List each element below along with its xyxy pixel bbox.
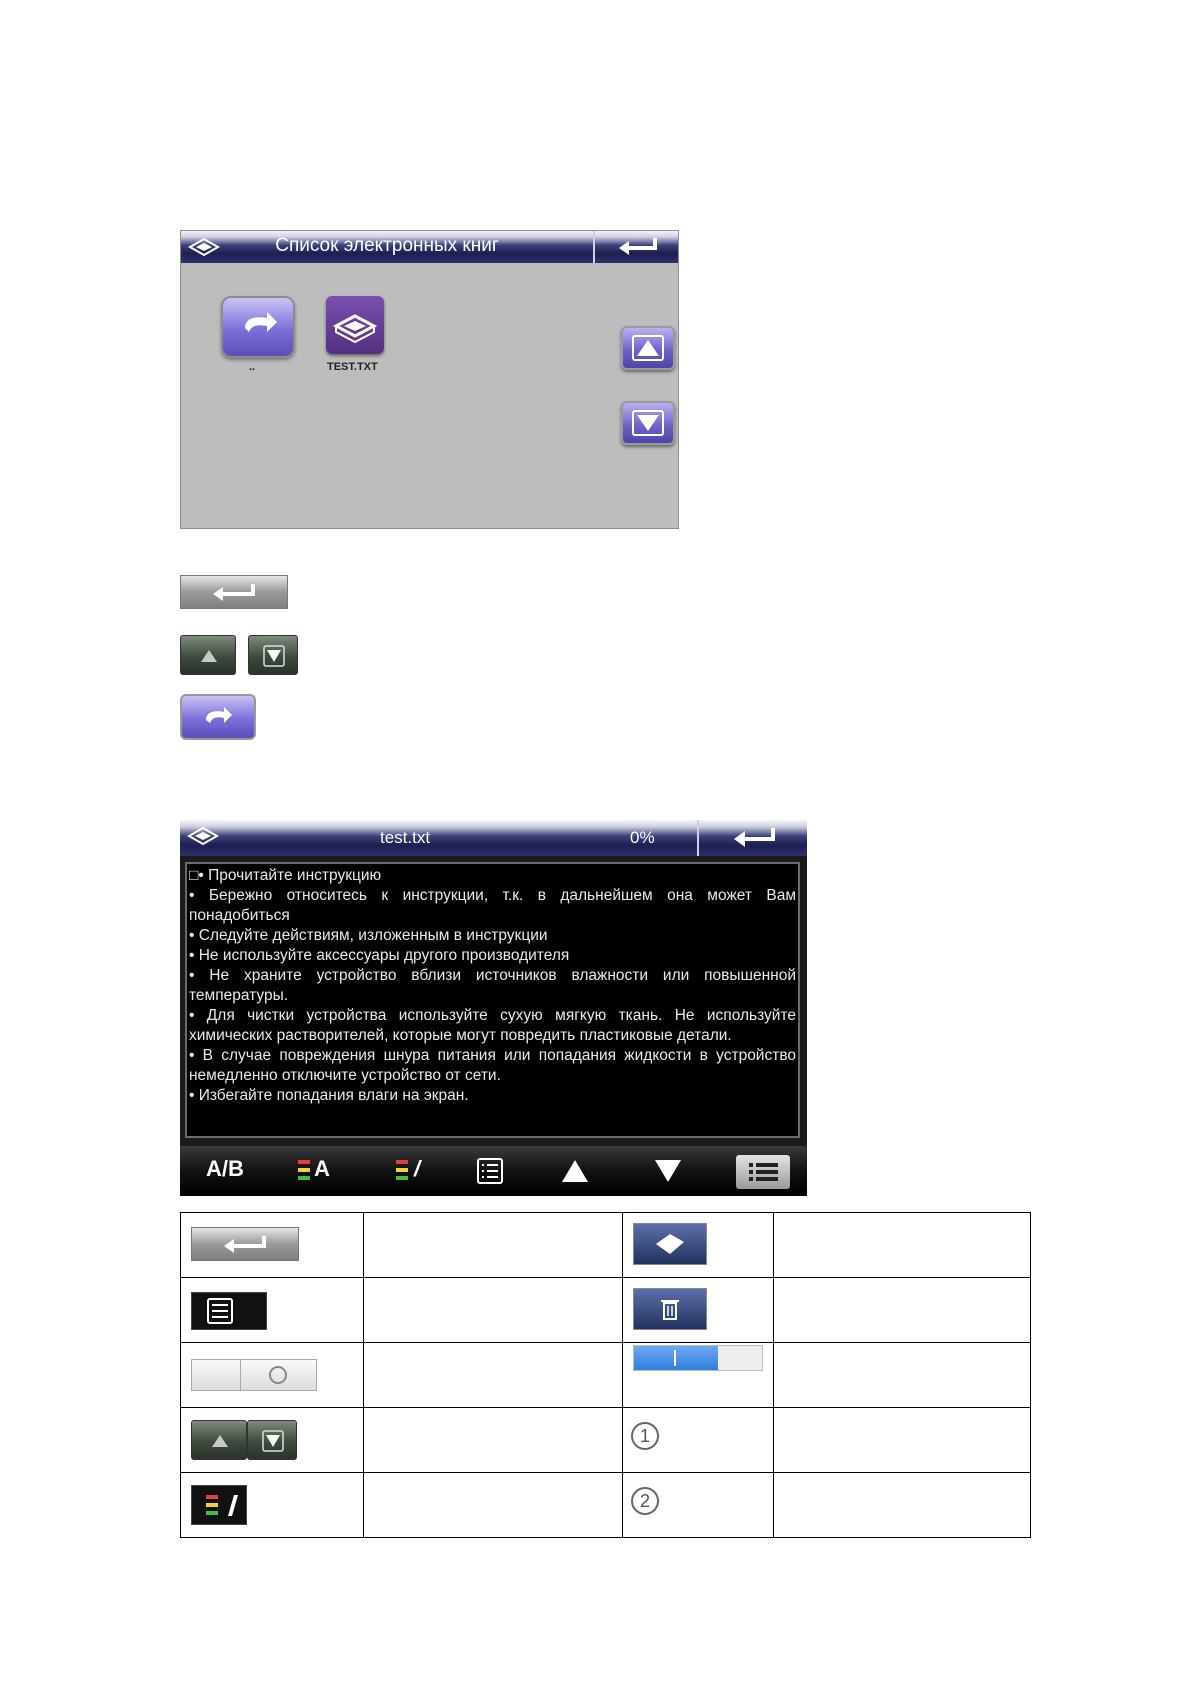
- reading-progress: 0%: [630, 828, 655, 847]
- table-row: [181, 1473, 1031, 1538]
- table-cell: [181, 1278, 364, 1343]
- page-down-button-sample: [247, 1420, 297, 1460]
- triangle-up-icon: [560, 1156, 590, 1186]
- list-document-icon: [475, 1156, 507, 1186]
- circled-number-one: 1: [631, 1422, 659, 1450]
- page-up-button-sample: [191, 1420, 247, 1460]
- triangle-down-icon: [653, 1156, 683, 1186]
- title-bar: [181, 231, 678, 263]
- page-title: Список электронных книг: [275, 235, 499, 256]
- file-label-test: TEST.TXT: [327, 361, 378, 373]
- triangle-up-icon: [181, 636, 237, 676]
- table-cell: [623, 1408, 774, 1473]
- reader-paragraph: • Избегайте попадания влаги на экран.: [189, 1087, 469, 1104]
- reader-paragraph: • Не используйте аксессуары другого производителя: [189, 947, 570, 964]
- back-button[interactable]: [593, 231, 678, 263]
- table-cell: [774, 1473, 1031, 1538]
- page-down-button[interactable]: [653, 1156, 683, 1186]
- reader-toolbar: [180, 1146, 807, 1196]
- back-button[interactable]: [697, 820, 807, 856]
- text-reader-screen: [180, 820, 807, 1196]
- reader-paragraph: • Бережно относитесь к инструкции, т.к. в дальнейшем она может Вам понадобиться: [189, 887, 796, 924]
- table-cell: [623, 1278, 774, 1343]
- table-cell: [623, 1213, 774, 1278]
- color-bars-icon: [298, 1158, 312, 1182]
- reader-paragraph: • Следуйте действиям, изложенным в инструкции: [189, 927, 548, 944]
- table-cell: [181, 1343, 364, 1408]
- triangle-up-icon: [192, 1421, 248, 1461]
- table-row: [181, 1278, 1031, 1343]
- triangle-down-icon: [248, 1421, 298, 1461]
- table-row: [181, 1343, 1031, 1408]
- title-bar: [180, 820, 807, 856]
- return-arrow-icon: [192, 1228, 300, 1262]
- page-up-button[interactable]: [560, 1156, 590, 1186]
- table-cell: [364, 1343, 623, 1408]
- folder-up-icon: [182, 696, 254, 738]
- folder-up-button[interactable]: [221, 296, 295, 358]
- table-cell: [774, 1343, 1031, 1408]
- triangle-up-icon: [623, 328, 673, 368]
- table-cell: [623, 1343, 774, 1408]
- table-cell: [774, 1213, 1031, 1278]
- background-color-button-sample: [191, 1485, 247, 1525]
- table-cell: [623, 1473, 774, 1538]
- return-button-sample: [180, 575, 288, 609]
- scroll-down-button[interactable]: [621, 401, 675, 445]
- eraser-icon: [634, 1224, 706, 1264]
- reader-paragraph: • В случае повреждения шнура питания или попадания жидкости в устройство немедленно отключите устройство от сети.: [189, 1047, 796, 1084]
- file-title: test.txt: [380, 828, 431, 847]
- table-cell: [364, 1278, 623, 1343]
- list-icon: [736, 1155, 790, 1189]
- book-icon: [326, 296, 384, 354]
- ebook-list-screen: [180, 230, 679, 529]
- table-row: [181, 1213, 1031, 1278]
- reader-text-area[interactable]: [185, 862, 800, 1138]
- table-cell: [181, 1408, 364, 1473]
- table-cell: [774, 1408, 1031, 1473]
- page-down-button-sample: [248, 635, 298, 675]
- table-cell: [181, 1473, 364, 1538]
- return-button-sample: [191, 1227, 299, 1261]
- book-file-button[interactable]: [326, 296, 384, 354]
- circle-icon: [192, 1360, 318, 1390]
- color-bars-icon: [192, 1486, 248, 1526]
- page-up-button-sample: [180, 635, 236, 675]
- return-arrow-icon: [615, 236, 661, 258]
- book-logo-icon: [186, 824, 220, 848]
- reader-paragraph: • Для чистки устройства используйте сухую мягкую ткань. Не используйте химических растворителей, которые могут повредить пластиковые детали.: [189, 1007, 796, 1044]
- table-cell: [364, 1213, 623, 1278]
- trash-icon: [634, 1289, 706, 1329]
- table-row: [181, 1408, 1031, 1473]
- scroll-up-button[interactable]: [621, 326, 675, 370]
- list-document-icon: [192, 1293, 268, 1329]
- progress-fill: [634, 1346, 718, 1370]
- return-arrow-icon: [181, 576, 289, 610]
- circled-number-two: 2: [631, 1487, 659, 1515]
- triangle-down-icon: [249, 636, 299, 676]
- document-list-button-sample: [191, 1292, 267, 1330]
- background-color-button[interactable]: [396, 1156, 436, 1186]
- triangle-down-icon: [623, 403, 673, 443]
- table-cell: [364, 1473, 623, 1538]
- folder-up-icon: [223, 298, 293, 356]
- delete-button-sample: [633, 1288, 707, 1330]
- reader-paragraph: □• Прочитайте инструкцию: [189, 867, 382, 884]
- return-arrow-icon: [729, 826, 779, 850]
- progress-marker: [674, 1350, 676, 1366]
- font-color-button[interactable]: [298, 1156, 338, 1186]
- table-cell: [774, 1278, 1031, 1343]
- document-list-button[interactable]: [475, 1156, 507, 1186]
- file-label-parent: ..: [249, 361, 256, 373]
- progress-bar-sample: [633, 1345, 763, 1371]
- folder-up-button-sample: [180, 694, 256, 740]
- background-color-label: /: [414, 1156, 421, 1181]
- icon-legend-table: [180, 1212, 1031, 1538]
- reader-paragraph: • Не храните устройство вблизи источников влажности или повышенной температуры.: [189, 967, 796, 1004]
- table-cell: [364, 1408, 623, 1473]
- menu-list-button[interactable]: [736, 1155, 790, 1189]
- color-bars-icon: [396, 1158, 410, 1182]
- toggle-switch-sample: [191, 1359, 317, 1391]
- ab-bookmark-button[interactable]: A/B: [206, 1156, 244, 1181]
- font-color-label: A: [314, 1156, 330, 1181]
- table-cell: [181, 1213, 364, 1278]
- eraser-button-sample: [633, 1223, 707, 1265]
